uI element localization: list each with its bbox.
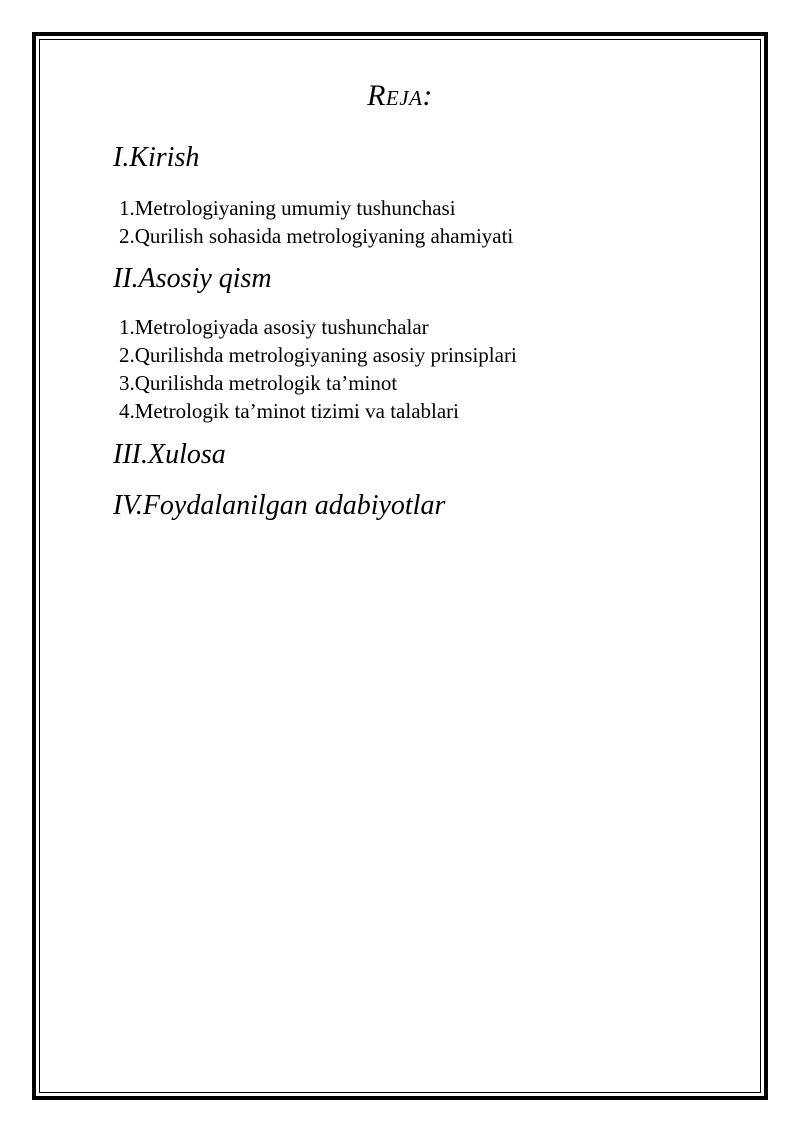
list-item: 2.Qurilish sohasida metrologiyaning ahamiyati	[119, 224, 514, 248]
section-heading-adabiyotlar: IV.Foydalanilgan adabiyotlar	[113, 490, 446, 521]
list-item: 1.Metrologiyaning umumiy tushunchasi	[119, 196, 456, 220]
section-heading-kirish: I.Kirish	[113, 142, 200, 173]
section-list-asosiy-qism	[119, 313, 517, 425]
list-item: 3.Qurilishda metrologik ta’minot	[119, 371, 398, 395]
section-heading-xulosa: III.Xulosa	[113, 439, 226, 470]
list-item: 4.Metrologik ta’minot tizimi va talablari	[119, 399, 459, 423]
section-list-kirish	[119, 194, 513, 250]
list-item: 2.Qurilishda metrologiyaning asosiy prinsiplari	[119, 343, 517, 367]
list-item: 1.Metrologiyada asosiy tushunchalar	[119, 315, 429, 339]
page-title: Reja:	[367, 79, 433, 112]
section-heading-asosiy-qism: II.Asosiy qism	[113, 263, 272, 294]
